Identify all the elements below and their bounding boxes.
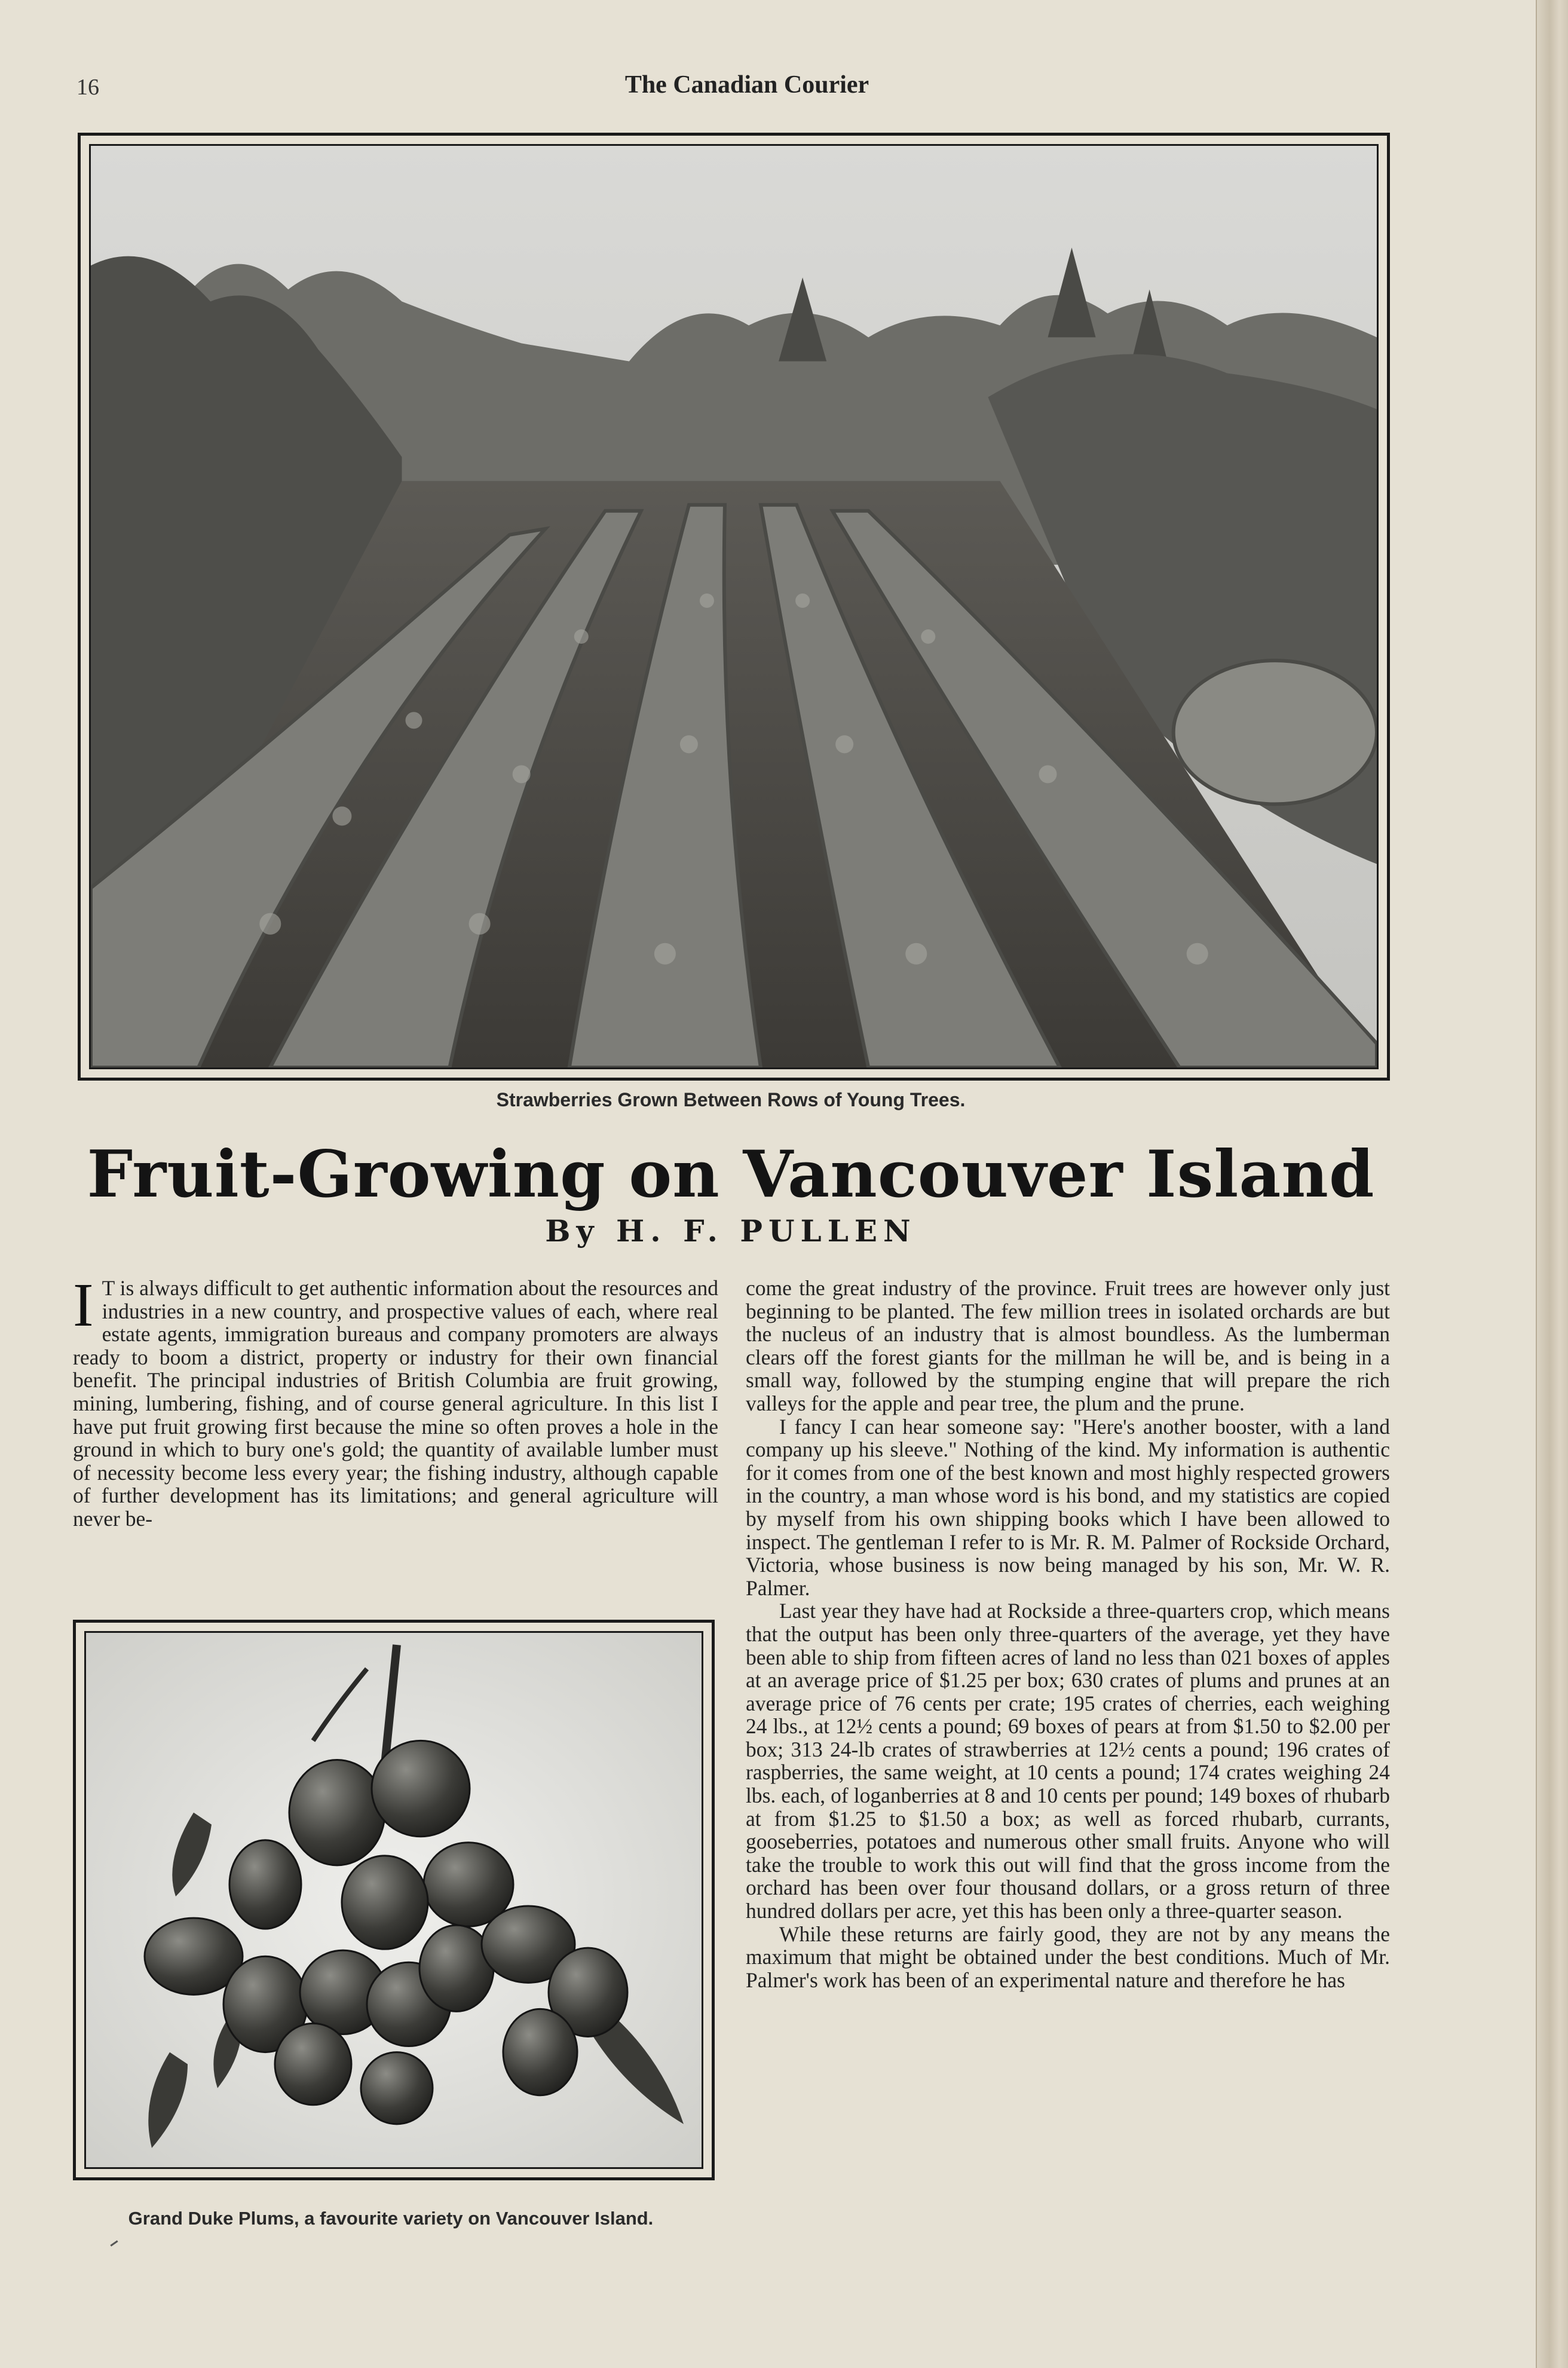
plum-photo-caption: Grand Duke Plums, a favourite variety on Vancouver Island.: [128, 2208, 654, 2229]
strawberry-rows-photo-icon: [89, 144, 1379, 1069]
top-photo-caption: Strawberries Grown Between Rows of Young Trees.: [496, 1089, 966, 1110]
top-photo-frame: [78, 133, 1390, 1081]
right-para-4: While these returns are fairly good, they are not by any means the maximum that might be obtained under the best conditions. Much of Mr. Palmer's work has been of an experimental nature and therefore he has: [746, 1922, 1390, 1992]
article-title: Fruit-Growing on Vancouver Island: [87, 1137, 1375, 1212]
right-para-1: come the great industry of the province. Fruit trees are however only just beginning to be planted. The few million trees in isolated orchards are but the nucleus of an industry that is almost boundless. As the lumberman clears off the forest giants for the millman he will be, and is being in a small way, followed by the stumping engine that will prepare the rich valleys for the apple and pear tree, the plum and the prune.: [746, 1276, 1390, 1415]
opening-paragraph: [73, 1271, 718, 1531]
right-column: [746, 1277, 1390, 1991]
paper-edge: [1536, 0, 1568, 2368]
plum-cluster-photo-icon: [84, 1631, 703, 2169]
article-byline: By H. F. PULLEN: [545, 1213, 917, 1249]
drop-cap: I: [73, 1271, 94, 1339]
left-para-1: T is always difficult to get authentic information about the resources and industries in a new country, and prospective values of each, where real estate agents, immigration bureaus and company promoters are always ready to boom a district, property or industry for their own financial benefit. The principal industries of British Columbia are fruit growing, mining, lumbering, fishing, and of course general agriculture. In this list I have put fruit growing first because the mine so often proves a hole in the ground in which to bury one's gold; the quantity of available lumber must of necessity become less every year; the fishing industry, although capable of further development has its limitations; and general agriculture will never be-: [73, 1276, 718, 1531]
left-column: [73, 1271, 718, 1531]
right-para-3: Last year they have had at Rockside a three-quarters crop, which means that the output has been only three-quarters of the average, yet they have been able to ship from fifteen acres of land no less than 021 boxes of apples at an average price of $1.25 per box; 630 crates of plums and prunes at an average price of 76 cents per crate; 195 crates of cherries, each weighing 24 lbs., at 12½ cents a pound; 69 boxes of pears at from $1.50 to $2.00 per box; 313 24-lb crates of strawberries at 12½ cents a pound; 196 crates of raspberries, the same weight, at 10 cents a pound; 174 crates weighing 24 lbs. each, of loganberries at 8 and 10 cents per pound; 149 boxes of rhubarb at from $1.25 to $1.50 a box; as well as forced rhubarb, currants, gooseberries, potatoes and numerous other small fruits. Anyone who will take the trouble to work this out will find that the gross income from the orchard has been over four thousand dollars, or a gross return of three hundred dollars per acre, yet this has been only a three-quarter season.: [746, 1599, 1390, 1923]
right-para-2: I fancy I can hear someone say: "Here's another booster, with a land company up his sleeve." Nothing of the kind. My information is authentic for it comes from one of the best known and most highly respected growers in the country, a man whose word is his bond, and my statistics are copied by myself from his own shipping books which I have been allowed to inspect. The gentleman I refer to is Mr. R. M. Palmer of Rockside Orchard, Victoria, whose business is now being managed by his son, Mr. W. R. Palmer.: [746, 1414, 1390, 1600]
ink-mark: [110, 2240, 118, 2246]
plum-photo-frame: [73, 1620, 715, 2180]
publication-title: The Canadian Courier: [624, 71, 869, 99]
page-number: 16: [76, 75, 99, 100]
